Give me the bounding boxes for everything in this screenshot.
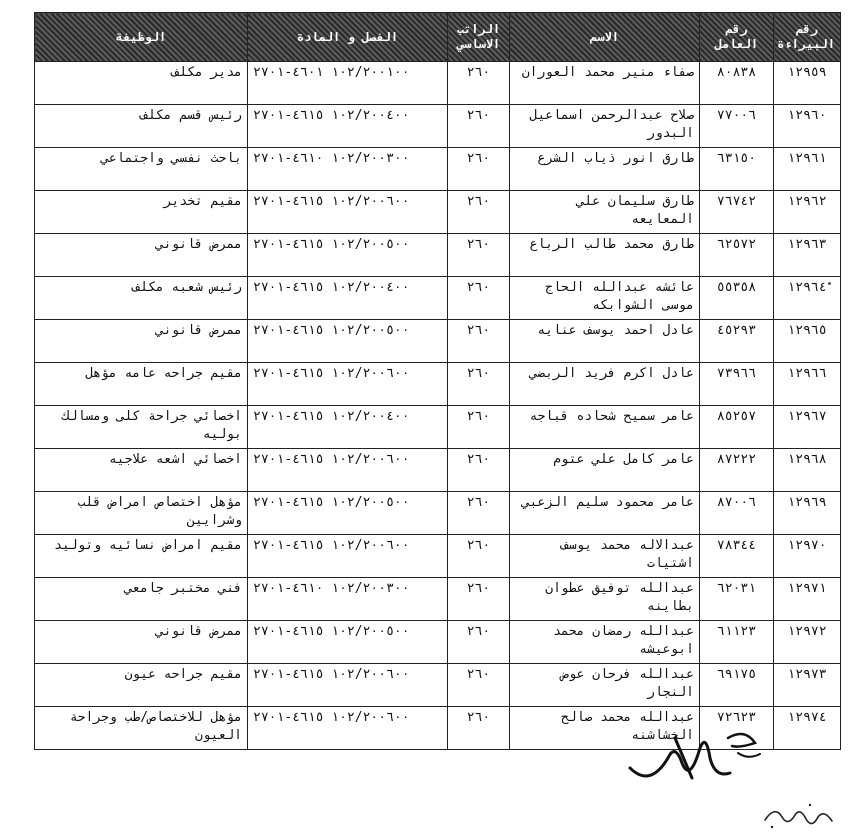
- allocation-cell: ١٠٢/٢٠٠٥٠٠ ٤٦١٥-٢٧٠١: [248, 621, 448, 664]
- serial-cell: ١٢٩٦٥: [774, 320, 841, 363]
- stamp-mark: [760, 795, 840, 835]
- allocation-cell: ١٠٢/٢٠٠٦٠٠ ٤٦١٥-٢٧٠١: [248, 191, 448, 234]
- serial-cell: ١٢٩٦٢: [774, 191, 841, 234]
- job-cell: فني مختبر جامعي: [35, 578, 248, 621]
- table-row: [35, 191, 841, 234]
- allocation-cell: ١٠٢/٢٠٠٤٠٠ ٤٦١٥-٢٧٠١: [248, 277, 448, 320]
- job-cell: مؤهل اختصاص امراض قلب وشرايين: [35, 492, 248, 535]
- allocation-cell: ١٠٢/٢٠٠٥٠٠ ٤٦١٥-٢٧٠١: [248, 492, 448, 535]
- header-employee-no: رقم العامل: [700, 13, 774, 62]
- allocation-cell: ١٠٢/٢٠٠٤٠٠ ٤٦١٥-٢٧٠١: [248, 105, 448, 148]
- employee-no-cell: ٧٣٩٦٦: [700, 363, 774, 406]
- name-cell: طارق سليمان علي المعايعه: [510, 191, 700, 234]
- employee-no-cell: ٨٠٨٣٨: [700, 62, 774, 105]
- table-row: [35, 277, 841, 320]
- name-cell: عادل احمد يوسف عنايه: [510, 320, 700, 363]
- signature-mark: [620, 718, 770, 798]
- serial-cell: ١٢٩٧١: [774, 578, 841, 621]
- serial-cell: ١٢٩٧٢: [774, 621, 841, 664]
- employee-no-cell: ٤٥٢٩٣: [700, 320, 774, 363]
- name-cell: عائشه عبدالله الحاج موسى الشوابكه: [510, 277, 700, 320]
- serial-cell: ١٢٩٦١: [774, 148, 841, 191]
- job-cell: مقيم امراض نسائيه وتوليد: [35, 535, 248, 578]
- name-cell: عبدالله توفيق عطوان بطاينه: [510, 578, 700, 621]
- job-cell: رئيس قسم مكلف: [35, 105, 248, 148]
- salary-cell: ٢٦٠: [448, 406, 510, 449]
- serial-cell: ١٢٩٦٩: [774, 492, 841, 535]
- employee-no-cell: ٧٦٧٤٢: [700, 191, 774, 234]
- salary-cell: ٢٦٠: [448, 320, 510, 363]
- employee-no-cell: ٦٢٥٧٢: [700, 234, 774, 277]
- serial-cell: ١٢٩٦٣: [774, 234, 841, 277]
- table-row: [35, 535, 841, 578]
- job-cell: ممرض قانوني: [35, 234, 248, 277]
- salary-cell: ٢٦٠: [448, 148, 510, 191]
- header-basic-salary: الراتب الاساسي: [448, 13, 510, 62]
- salary-cell: ٢٦٠: [448, 664, 510, 707]
- name-cell: صفاء منير محمد العوران: [510, 62, 700, 105]
- job-cell: مؤهل للاختصاص/طب وجراحة العيون: [35, 707, 248, 750]
- table-row: [35, 62, 841, 105]
- serial-cell: ١٢٩٦٧: [774, 406, 841, 449]
- serial-cell: ١٢٩٥٩: [774, 62, 841, 105]
- table-header-row: [35, 13, 841, 62]
- employee-no-cell: ٨٧٢٢٢: [700, 449, 774, 492]
- allocation-cell: ١٠٢/٢٠٠٤٠٠ ٤٦١٥-٢٧٠١: [248, 406, 448, 449]
- employee-no-cell: ٦٣١٥٠: [700, 148, 774, 191]
- job-cell: مقيم جراحه عامه مؤهل: [35, 363, 248, 406]
- allocation-cell: ١٠٢/٢٠٠٦٠٠ ٤٦١٥-٢٧٠١: [248, 449, 448, 492]
- job-cell: اخصائي اشعه علاجيه: [35, 449, 248, 492]
- table-row: [35, 449, 841, 492]
- table-row: [35, 363, 841, 406]
- table-row: [35, 105, 841, 148]
- job-cell: رئيس شعبه مكلف: [35, 277, 248, 320]
- salary-cell: ٢٦٠: [448, 578, 510, 621]
- salary-cell: ٢٦٠: [448, 363, 510, 406]
- name-cell: صلاح عبدالرحمن اسماعيل البدور: [510, 105, 700, 148]
- name-cell: عادل اكرم فريد الربضي: [510, 363, 700, 406]
- allocation-cell: ١٠٢/٢٠٠٦٠٠ ٤٦١٥-٢٧٠١: [248, 664, 448, 707]
- name-cell: طارق انور ذياب الشرع: [510, 148, 700, 191]
- employee-no-cell: ٧٧٠٠٦: [700, 105, 774, 148]
- serial-cell: ١٢٩٧٤: [774, 707, 841, 750]
- name-cell: عامر محمود سليم الزعبي: [510, 492, 700, 535]
- salary-cell: ٢٦٠: [448, 191, 510, 234]
- job-cell: مقيم تخدير: [35, 191, 248, 234]
- salary-cell: ٢٦٠: [448, 62, 510, 105]
- name-cell: عبدالله رمضان محمد ابوعيشه: [510, 621, 700, 664]
- salary-cell: ٢٦٠: [448, 234, 510, 277]
- salary-cell: ٢٦٠: [448, 492, 510, 535]
- job-cell: مقيم جراحه عيون: [35, 664, 248, 707]
- serial-cell: ١٢٩٦٠: [774, 105, 841, 148]
- header-name: الاسم: [510, 13, 700, 62]
- employee-no-cell: ٧٨٣٤٤: [700, 535, 774, 578]
- name-cell: عامر سميح شحاده قباجه: [510, 406, 700, 449]
- table-row: [35, 234, 841, 277]
- employee-no-cell: ٨٥٢٥٧: [700, 406, 774, 449]
- table-row: [35, 320, 841, 363]
- job-cell: مدير مكلف: [35, 62, 248, 105]
- salary-cell: ٢٦٠: [448, 707, 510, 750]
- employee-no-cell: ٧٢٦٢٣: [700, 707, 774, 750]
- job-cell: باحث نفسي واجتماعي: [35, 148, 248, 191]
- allocation-cell: ١٠٢/٢٠٠٦٠٠ ٤٦١٥-٢٧٠١: [248, 535, 448, 578]
- table-row: [35, 406, 841, 449]
- allocation-cell: ١٠٢/٢٠٠١٠٠ ٤٦٠١-٢٧٠١: [248, 62, 448, 105]
- table-row: [35, 621, 841, 664]
- employee-table: [34, 12, 841, 750]
- serial-cell: ١٢٩٦٦: [774, 363, 841, 406]
- allocation-cell: ١٠٢/٢٠٠٣٠٠ ٤٦١٠-٢٧٠١: [248, 578, 448, 621]
- serial-cell: ١٢٩٧٠: [774, 535, 841, 578]
- salary-cell: ٢٦٠: [448, 277, 510, 320]
- job-cell: اخصائي جراحة كلى ومسالك بوليه: [35, 406, 248, 449]
- header-job: الوظيفة: [35, 13, 248, 62]
- serial-cell: ١٢٩٧٣: [774, 664, 841, 707]
- employee-no-cell: ٦٢٠٣١: [700, 578, 774, 621]
- allocation-cell: ١٠٢/٢٠٠٦٠٠ ٤٦١٥-٢٧٠١: [248, 363, 448, 406]
- salary-cell: ٢٦٠: [448, 105, 510, 148]
- header-serial: رقم البيراءة: [774, 13, 841, 62]
- employee-no-cell: ٨٧٠٠٦: [700, 492, 774, 535]
- name-cell: عامر كامل علي عتوم: [510, 449, 700, 492]
- name-cell: عبدالله فرحان عوض النجار: [510, 664, 700, 707]
- serial-cell: ١٢٩٦٤: [774, 277, 841, 320]
- header-allocation: الفصل و المادة: [248, 13, 448, 62]
- salary-cell: ٢٦٠: [448, 535, 510, 578]
- job-cell: ممرض قانوني: [35, 320, 248, 363]
- employee-no-cell: ٥٥٣٥٨: [700, 277, 774, 320]
- allocation-cell: ١٠٢/٢٠٠٥٠٠ ٤٦١٥-٢٧٠١: [248, 320, 448, 363]
- table-row: [35, 578, 841, 621]
- salary-cell: ٢٦٠: [448, 621, 510, 664]
- job-cell: ممرض قانوني: [35, 621, 248, 664]
- employee-no-cell: ٦٩١٧٥: [700, 664, 774, 707]
- table-row: [35, 664, 841, 707]
- name-cell: عبدالاله محمد يوسف اشتيات: [510, 535, 700, 578]
- table-row: [35, 492, 841, 535]
- name-cell: طارق محمد طالب الرباع: [510, 234, 700, 277]
- serial-cell: ١٢٩٦٨: [774, 449, 841, 492]
- salary-cell: ٢٦٠: [448, 449, 510, 492]
- table-row: [35, 148, 841, 191]
- allocation-cell: ١٠٢/٢٠٠٥٠٠ ٤٦١٥-٢٧٠١: [248, 234, 448, 277]
- allocation-cell: ١٠٢/٢٠٠٦٠٠ ٤٦١٥-٢٧٠١: [248, 707, 448, 750]
- allocation-cell: ١٠٢/٢٠٠٣٠٠ ٤٦١٠-٢٧٠١: [248, 148, 448, 191]
- scan-dot: [828, 282, 831, 285]
- name-cell: عبدالله محمد صالح الخشاشنه: [510, 707, 700, 750]
- employee-no-cell: ٦١١٢٣: [700, 621, 774, 664]
